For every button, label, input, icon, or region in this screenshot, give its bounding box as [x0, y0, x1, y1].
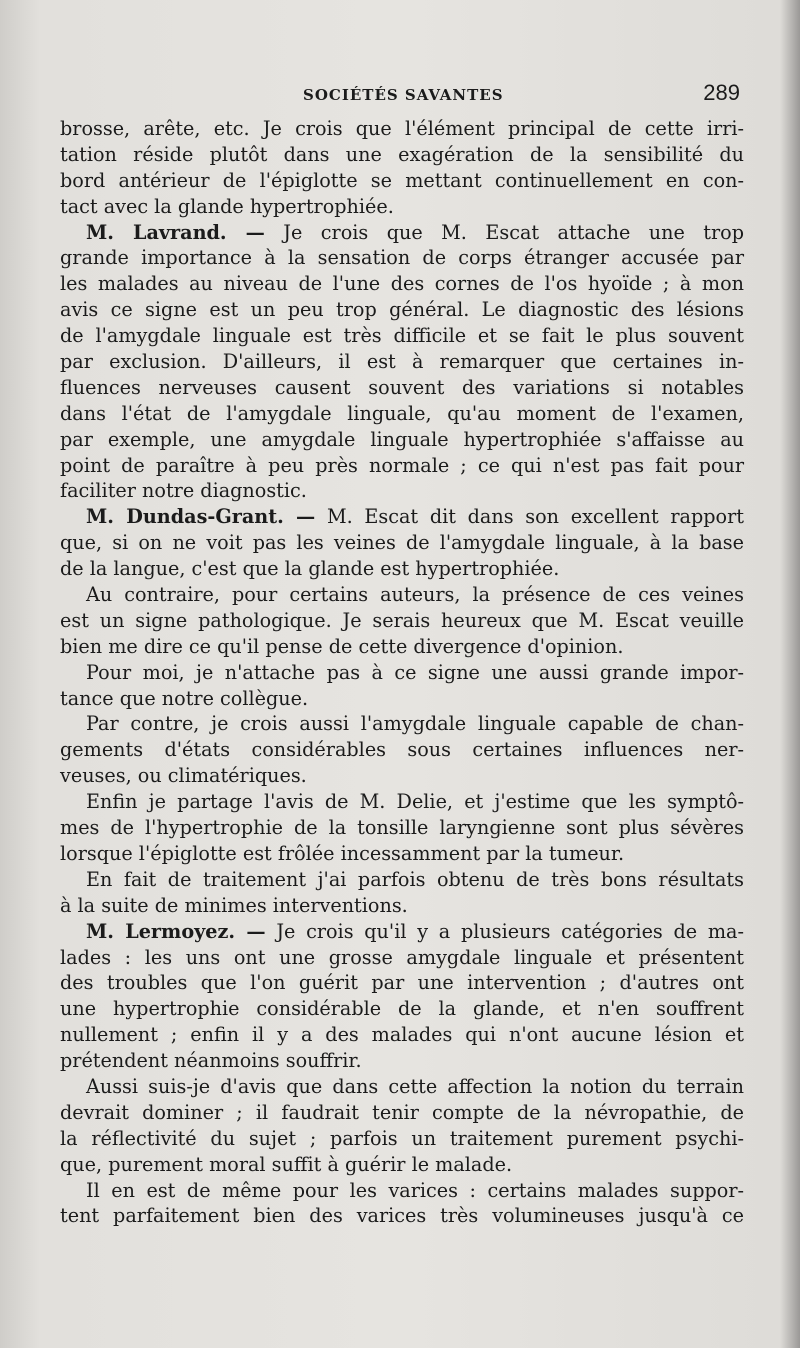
- text-line: brosse, arête, etc. Je crois que l'élément principal de cette irri-: [60, 117, 744, 140]
- text-line: de l'amygdale linguale est très difficile et se fait le plus souvent: [60, 324, 744, 348]
- text-line: point de paraître à peu près normale ; ce qui n'est pas fait pour: [60, 453, 744, 477]
- text-line: veuses, ou climatériques.: [60, 764, 307, 788]
- text-line: tact avec la glande hypertrophiée.: [60, 194, 394, 218]
- page-number: 289: [703, 80, 740, 105]
- text-line: M. Dundas-Grant. — M. Escat dit dans son excellent rapport: [86, 505, 744, 529]
- text-line: grande importance à la sensation de corps étranger accusée par: [60, 246, 744, 270]
- text-line: la réflectivité du sujet ; parfois un traitement purement psychi-: [60, 1126, 744, 1150]
- text-line: que, purement moral suffit à guérir le malade.: [60, 1152, 513, 1176]
- text-line: Par contre, je crois aussi l'amygdale linguale capable de chan-: [86, 712, 744, 736]
- text-line: à la suite de minimes interventions.: [60, 893, 408, 917]
- text-line: une hypertrophie considérable de la glande, et n'en souffrent: [60, 997, 744, 1021]
- body-text: [60, 116, 744, 1229]
- text-line: que, si on ne voit pas les veines de l'amygdale linguale, à la base: [60, 531, 744, 555]
- text-line: prétendent néanmoins souffrir.: [60, 1049, 362, 1073]
- text-line: de la langue, c'est que la glande est hypertrophiée.: [60, 557, 560, 581]
- text-line: tation réside plutôt dans une exagération de la sensibilité du: [60, 142, 744, 166]
- text-line: tance que notre collègue.: [60, 686, 309, 710]
- text-line: Enfin je partage l'avis de M. Delie, et j'estime que les symptô-: [86, 790, 744, 814]
- text-line: Il en est de même pour les varices : certains malades suppor-: [86, 1178, 744, 1202]
- text-line: des troubles que l'on guérit par une intervention ; d'autres ont: [60, 971, 744, 995]
- text-line: tent parfaitement bien des varices très volumineuses jusqu'à ce: [60, 1204, 744, 1228]
- text-line: bien me dire ce qu'il pense de cette divergence d'opinion.: [60, 634, 624, 658]
- speaker-name: M. Lermoyez. —: [86, 919, 266, 943]
- text-line: gements d'états considérables sous certaines influences ner-: [60, 738, 744, 762]
- text-line: Au contraire, pour certains auteurs, la présence de ces veines: [86, 583, 744, 607]
- running-head: SOCIÉTÉS SAVANTES: [303, 86, 504, 104]
- text-line: Aussi suis-je d'avis que dans cette affection la notion du terrain: [86, 1074, 744, 1098]
- text-line: devrait dominer ; il faudrait tenir compte de la névropathie, de: [60, 1100, 744, 1124]
- text-line: M. Lavrand. — Je crois que M. Escat attache une trop: [86, 220, 744, 244]
- text-line: par exemple, une amygdale linguale hypertrophiée s'affaisse au: [60, 427, 744, 451]
- text-line: nullement ; enfin il y a des malades qui n'ont aucune lésion et: [60, 1023, 744, 1047]
- speaker-name: M. Dundas-Grant. —: [86, 505, 316, 529]
- text-line: M. Lermoyez. — Je crois qu'il y a plusieurs catégories de ma-: [86, 919, 744, 943]
- text-line: avis ce signe est un peu trop général. Le diagnostic des lésions: [60, 298, 744, 322]
- text-line: dans l'état de l'amygdale linguale, qu'au moment de l'examen,: [60, 401, 744, 425]
- text-line: par exclusion. D'ailleurs, il est à remarquer que certaines in-: [60, 350, 744, 374]
- text-line: mes de l'hypertrophie de la tonsille laryngienne sont plus sévères: [60, 816, 744, 840]
- speaker-name: M. Lavrand. —: [86, 220, 265, 244]
- text-line: fluences nerveuses causent souvent des variations si notables: [60, 375, 744, 399]
- text-line: En fait de traitement j'ai parfois obtenu de très bons résultats: [86, 867, 744, 891]
- text-line: faciliter notre diagnostic.: [60, 479, 307, 503]
- text-line: est un signe pathologique. Je serais heureux que M. Escat veuille: [60, 608, 744, 632]
- text-line: lades : les uns ont une grosse amygdale linguale et présentent: [60, 945, 744, 969]
- text-line: bord antérieur de l'épiglotte se mettant continuellement en con-: [60, 168, 744, 192]
- text-line: les malades au niveau de l'une des cornes de l'os hyoïde ; à mon: [60, 272, 744, 296]
- text-line: lorsque l'épiglotte est frôlée incessamment par la tumeur.: [60, 841, 625, 865]
- text-line: Pour moi, je n'attache pas à ce signe une aussi grande impor-: [86, 660, 744, 684]
- page-header: [60, 82, 740, 112]
